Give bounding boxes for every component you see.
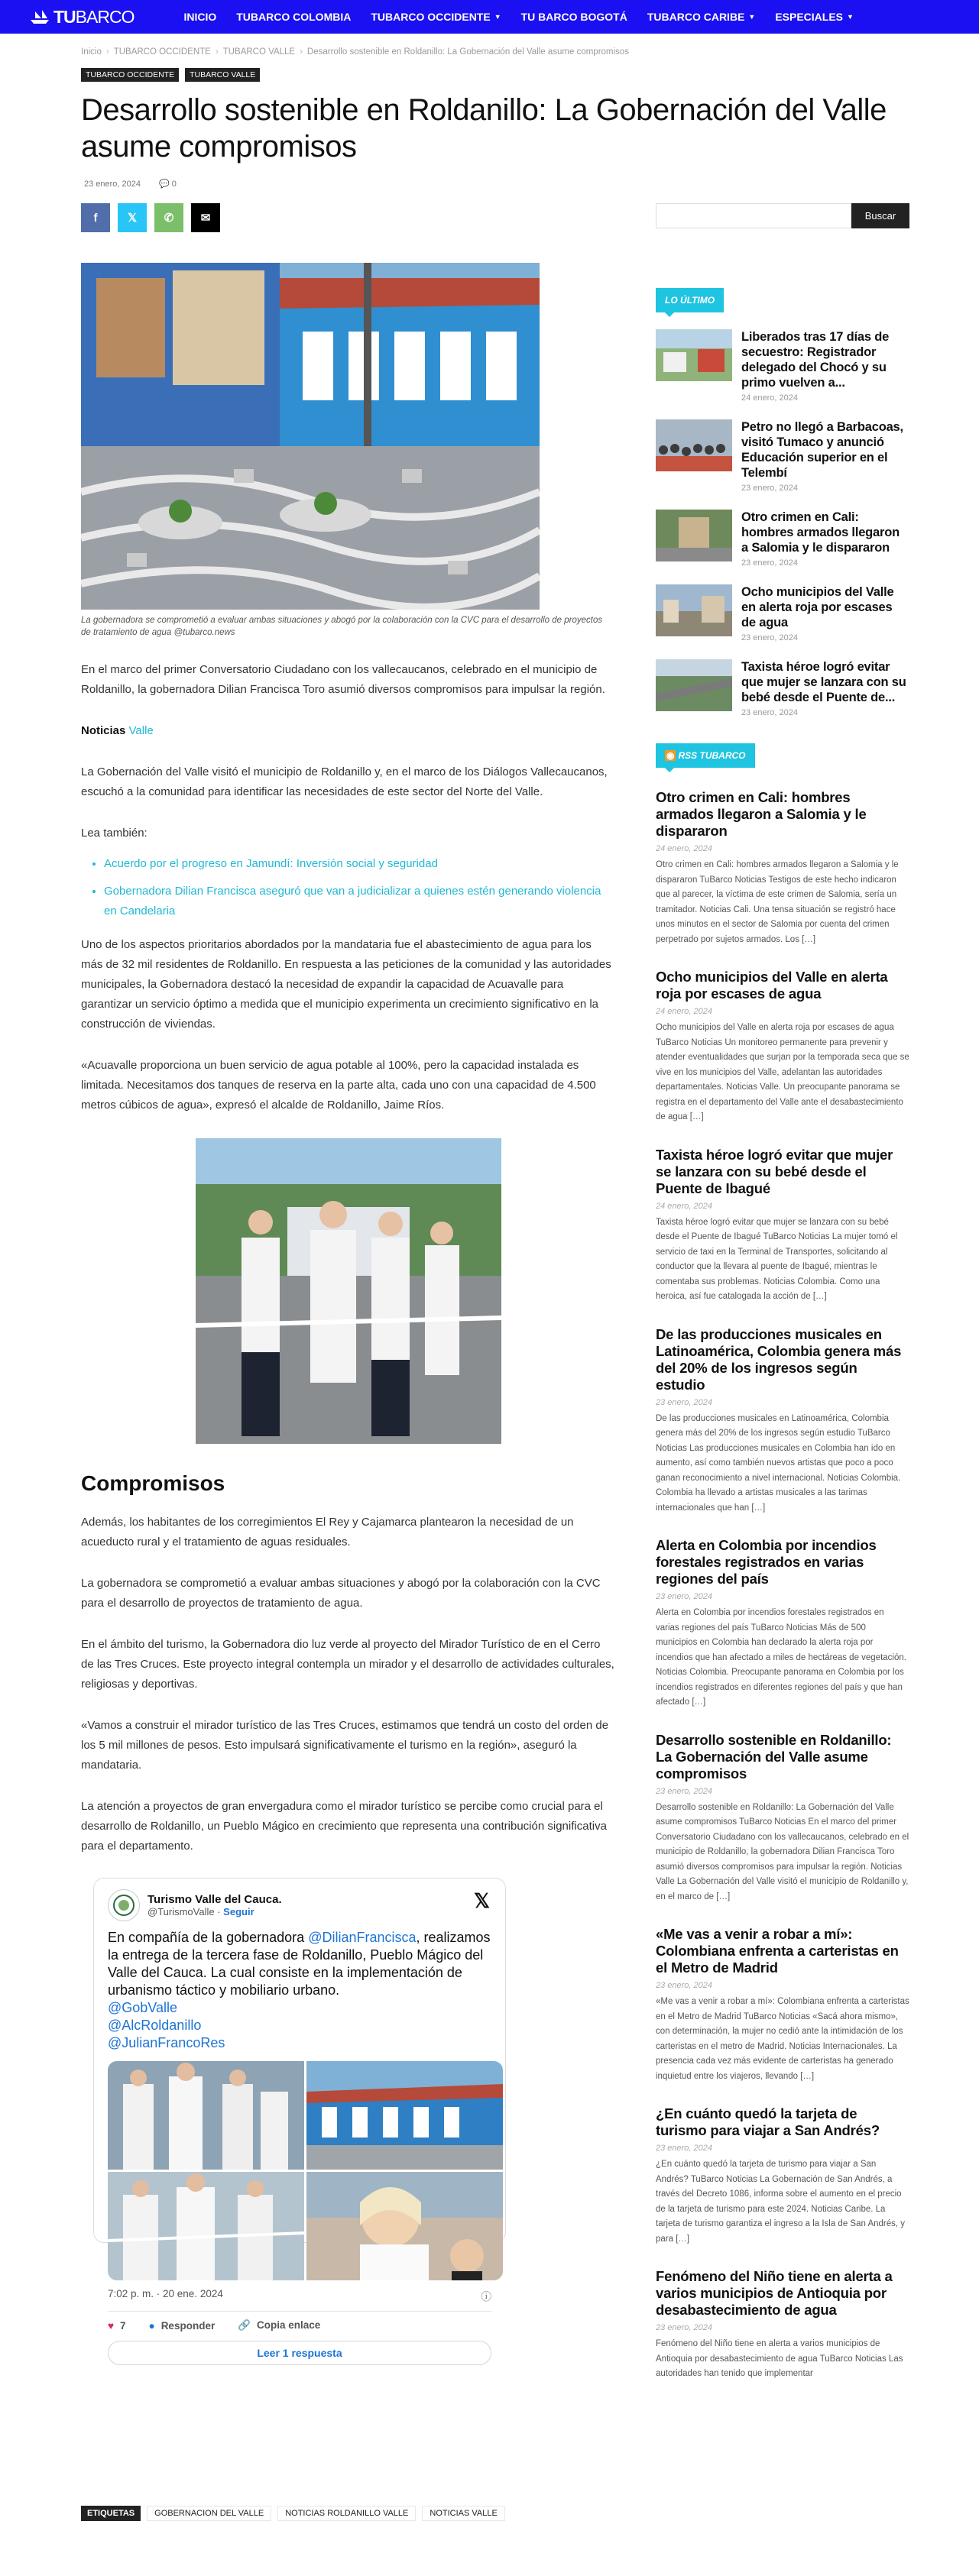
paragraph: En el marco del primer Conversatorio Ciudadano con los vallecaucanos, celebrado en el municipio de Roldanillo, la gobernadora Dilian Francisca Toro asumió diversos compromisos para impulsar la región.	[81, 663, 605, 696]
tag-link[interactable]: GOBERNACION DEL VALLE	[147, 2506, 271, 2521]
rss-list	[656, 789, 909, 2382]
mention-link[interactable]: @GobValle	[108, 2000, 177, 2015]
info-icon[interactable]: ⓘ	[481, 2291, 491, 2303]
menu-item-colombia[interactable]	[226, 0, 361, 34]
reply-label: Responder	[160, 2319, 216, 2332]
email-icon: ✉	[200, 212, 211, 225]
tweet-photo[interactable]	[108, 2061, 304, 2170]
tag-link[interactable]: NOTICIAS VALLE	[422, 2506, 504, 2521]
rss-item-date: 24 enero, 2024	[656, 1007, 713, 1016]
x-share-button[interactable]	[118, 203, 147, 232]
x-logo-icon[interactable]: 𝕏	[474, 1889, 490, 1912]
menu-item-caribe[interactable]	[637, 0, 765, 34]
breadcrumb-current: Desarrollo sostenible en Roldanillo: La Gobernación del Valle asume compromisos	[306, 47, 629, 57]
copy-link-label: Copia enlace	[257, 2319, 321, 2331]
logo-suffix: BARCO	[75, 6, 135, 27]
rss-item	[656, 1537, 909, 1710]
mention-link[interactable]: @DilianFrancisca	[308, 1930, 417, 1945]
menu-label: TU BARCO BOGOTÁ	[520, 11, 627, 23]
rss-item-date: 24 enero, 2024	[656, 1201, 713, 1211]
article-date: 23 enero, 2024	[84, 179, 141, 189]
list-item-date: 23 enero, 2024	[741, 558, 799, 568]
list-item-title[interactable]: Petro no llegó a Barbacoas, visitó Tumaco y anunció Educación superior en el Telembí	[741, 420, 903, 480]
list-item[interactable]	[656, 419, 909, 493]
thumbnail[interactable]	[656, 584, 732, 636]
lea-tambien-label: Lea también:	[81, 827, 147, 840]
search-form	[656, 203, 909, 228]
rss-item-date: 23 enero, 2024	[656, 1592, 713, 1601]
link-icon: 🔗	[238, 2319, 251, 2331]
paragraph: «Acuavalle proporciona un buen servicio de agua potable al 100%, pero la capacidad instalada es limitada. Necesitamos dos tanques de reserva en la parte alta, cada uno con una capacidad de 4.500 metros cúbicos de agua», expresó el alcalde de Roldanillo, Jaime Ríos.	[81, 1059, 596, 1112]
top-navbar	[0, 0, 979, 34]
read-replies-button[interactable]: Leer 1 respuesta	[108, 2341, 491, 2365]
thumbnail[interactable]	[656, 419, 732, 471]
menu-label: ESPECIALES	[775, 11, 844, 23]
rss-item-title[interactable]: Taxista héroe logró evitar que mujer se lanzara con su bebé desde el Puente de Ibagué	[656, 1146, 893, 1196]
like-count: 7	[120, 2319, 126, 2332]
rss-item-title[interactable]: Fenómeno del Niño tiene en alerta a varios municipios de Antioquia por desabastecimiento de agua	[656, 2268, 893, 2318]
noticias-label: Noticias	[81, 724, 126, 737]
copy-link-button[interactable]	[238, 2319, 320, 2332]
list-item-title[interactable]: Taxista héroe logró evitar que mujer se lanzara con su bebé desde el Puente de...	[741, 660, 906, 704]
list-item-date: 23 enero, 2024	[741, 484, 799, 493]
rss-item	[656, 1926, 909, 2084]
paragraph: La atención a proyectos de gran envergadura como el mirador turístico se percibe como crucial para el desarrollo de Roldanillo, un Pueblo Mágico en crecimiento que representa una contribución significativa para el departamento.	[81, 1800, 607, 1853]
rss-icon: ◉	[666, 750, 675, 761]
ribbon-cutting-image	[196, 1138, 501, 1444]
list-item[interactable]	[656, 584, 909, 642]
chevron-right-icon: ›	[300, 47, 303, 57]
comment-count: 0	[171, 180, 177, 189]
rss-item	[656, 2105, 909, 2247]
rss-item-date: 24 enero, 2024	[656, 844, 713, 853]
rss-item-body: «Me vas a venir a robar a mí»: Colombiana enfrenta a carteristas en el Metro de Madrid TuBarco Noticias «Sacá ahora mismo», con determinación, la mujer no cedió ante la intimidación de los carteristas en el metro de Madrid. Noticias Internacionales. La presencia cada vez más evidente de carteristas ha generado inquietud entre los viajeros, llevando […]	[656, 1997, 909, 2081]
facebook-icon: f	[93, 211, 98, 225]
facebook-share-button[interactable]	[81, 203, 110, 232]
related-links	[104, 854, 616, 921]
rss-item-body: Otro crimen en Cali: hombres armados llegaron a Salomia y le dispararon TuBarco Noticias Testigos de este hecho indicaron que al parecer, la víctima de este crimen de Salomia, sería un tramitador. Noticias Cali. Una tensa situación se registró hace unos minutos en el sector de Salomia por cuenta del crimen perpetrado por sujetos armados. Los […]	[656, 860, 899, 944]
rss-item-date: 23 enero, 2024	[656, 2323, 713, 2332]
category-badges	[81, 68, 260, 82]
embedded-tweet[interactable]: Turismo Valle del Cauca. @TurismoValle · Seguir 𝕏 En compañía de la gobernadora @DilianFrancisca, realizamos la entrega de la tercera fase de Roldanillo, Pueblo Mágico del Valle del Cauca. La cual consiste en la implementación de urbanismo táctico y mobiliario urbano. @GobValle @AlcRoldanillo @JulianFrancoRes 7:02 p. m. · 20 ene. 2024 ⓘ ♥ 7 ● Responder 🔗 Copia enlace Leer 1 respuesta	[93, 1878, 506, 2243]
rss-item	[656, 1732, 909, 1905]
article-meta	[84, 179, 177, 189]
rss-item	[656, 969, 909, 1125]
chevron-right-icon: ›	[215, 47, 219, 57]
list-item-title[interactable]: Ocho municipios del Valle en alerta roja por escases de agua	[741, 585, 894, 629]
whatsapp-icon: ✆	[164, 212, 174, 225]
list-item[interactable]	[656, 510, 909, 568]
rss-header-label: RSS TUBARCO	[678, 750, 746, 761]
tweet-timestamp[interactable]: 7:02 p. m. · 20 ene. 2024	[108, 2288, 223, 2299]
mention-link[interactable]: @AlcRoldanillo	[108, 2018, 202, 2033]
breadcrumb-valle[interactable]: TUBARCO VALLE	[222, 47, 296, 57]
rss-item-date: 23 enero, 2024	[656, 1397, 713, 1407]
rss-item-title[interactable]: De las producciones musicales en Latinoamérica, Colombia genera más del 20% de los ingresos según estudio	[656, 1325, 902, 1393]
rss-item-body: De las producciones musicales en Latinoamérica, Colombia genera más del 20% de los ingresos según estudio TuBarco Noticias Las producciones musicales en Colombia han ido en aumento, así como también nuevos artistas que poco a poco ganan reconocimiento a nivel internacional. Noticias Colombia. Colombia ha llevado a artistas musicales a las tarimas internacionales que han […]	[656, 1413, 901, 1513]
image-caption: La gobernadora se comprometió a evaluar ambas situaciones y abogó por la colaboración con la CVC para el desarrollo de proyectos de tratamiento de agua @tubarco.news	[81, 616, 603, 637]
mention-link[interactable]: @JulianFrancoRes	[108, 2035, 225, 2050]
rss-item-title[interactable]: «Me vas a venir a robar a mí»: Colombiana enfrenta a carteristas en el Metro de Madrid	[656, 1926, 899, 1976]
category-badge-valle[interactable]: TUBARCO VALLE	[185, 68, 260, 82]
list-item-title[interactable]: Otro crimen en Cali: hombres armados llegaron a Salomia y le dispararon	[741, 510, 900, 555]
menu-label: INICIO	[183, 11, 217, 23]
comment-icon: 💬	[159, 180, 170, 189]
rss-item-title[interactable]: Alerta en Colombia por incendios forestales registrados en varias regiones del país	[656, 1537, 877, 1587]
rss-item-title[interactable]: ¿En cuánto quedó la tarjeta de turismo para viajar a San Andrés?	[656, 2105, 880, 2138]
lo-ultimo-header: LO ÚLTIMO	[656, 288, 724, 312]
rss-item-body: Fenómeno del Niño tiene en alerta a varios municipios de Antioquia por desabastecimiento de agua TuBarco Noticias Las autoridades han tenido que implementar	[656, 2339, 903, 2378]
thumbnail[interactable]	[656, 510, 732, 561]
heart-icon: ♥	[108, 2319, 115, 2332]
x-icon: 𝕏	[127, 212, 138, 225]
menu-item-bogota[interactable]	[511, 0, 637, 34]
section-heading: Compromisos	[81, 1471, 225, 1495]
chevron-down-icon: ▼	[847, 13, 854, 21]
category-badge-occidente[interactable]: TUBARCO OCCIDENTE	[81, 68, 179, 82]
tweet-handle[interactable]: @TurismoValle	[147, 1906, 215, 1917]
tweet-actions	[108, 2319, 491, 2332]
thumbnail[interactable]	[656, 659, 732, 711]
rss-item-body: ¿En cuánto quedó la tarjeta de turismo para viajar a San Andrés? TuBarco Noticias La Gobernación de San Andrés, a través del Decreto 1086, informa sobre el aumento en el precio de la tarjeta de turismo para este 2024. Noticias Caribe. La tarjeta de turismo garantiza el ingreso a la Isla de San Andrés, y para […]	[656, 2160, 906, 2244]
noticias-valle-link[interactable]: Valle	[128, 724, 154, 737]
rss-item-title[interactable]: Desarrollo sostenible en Roldanillo: La Gobernación del Valle asume compromisos	[656, 1731, 892, 1782]
seal-icon	[112, 1894, 135, 1917]
list-item[interactable]	[656, 659, 909, 717]
rss-item-date: 23 enero, 2024	[656, 1786, 713, 1796]
avatar[interactable]	[108, 1889, 140, 1921]
tag-link[interactable]: NOTICIAS ROLDANILLO VALLE	[277, 2506, 416, 2521]
rss-item	[656, 2268, 909, 2382]
chevron-down-icon: ▼	[748, 13, 756, 21]
rss-item-date: 23 enero, 2024	[656, 2144, 713, 2153]
breadcrumb	[81, 47, 629, 57]
tweet-text	[108, 1929, 491, 2052]
tweet-media-grid[interactable]	[108, 2061, 503, 2280]
thumbnail[interactable]	[656, 329, 732, 381]
list-item[interactable]	[656, 329, 909, 403]
menu-label: TUBARCO CARIBE	[647, 11, 745, 23]
like-button[interactable]	[108, 2320, 126, 2332]
article-body	[81, 263, 616, 2359]
menu-label: TUBARCO COLOMBIA	[236, 11, 352, 23]
tags-label: ETIQUETAS	[81, 2506, 141, 2521]
comments-link[interactable]	[159, 179, 177, 189]
rss-item	[656, 789, 909, 947]
rss-item	[656, 1326, 909, 1516]
share-buttons	[81, 203, 220, 232]
rss-item-body: Alerta en Colombia por incendios forestales registrados en varias regiones del país TuBarco Noticias Más de 500 municipios en Colombia han declarado la alerta roja por incendios que han afectado a miles de hectáreas de vegetación. Noticias Colombia. Preocupante panorama en Colombia por los incendios registrados en diferentes regiones del país y que han afectado […]	[656, 1608, 906, 1707]
breadcrumb-occidente[interactable]: TUBARCO OCCIDENTE	[113, 47, 211, 57]
list-item-date: 24 enero, 2024	[741, 393, 799, 403]
list-item-date: 23 enero, 2024	[741, 708, 799, 717]
list-item-title[interactable]: Liberados tras 17 días de secuestro: Registrador delegado del Chocó y su primo vuelven a...	[741, 330, 890, 390]
main-menu	[173, 0, 863, 34]
paragraph: «Vamos a construir el mirador turístico de las Tres Cruces, estimamos que tendrá un costo del orden de los 5 mil millones de pesos. Esto impulsará significativamente el turismo en la región», aseguró la mandataria.	[81, 1719, 609, 1772]
logo-prefix: TU	[53, 6, 76, 27]
plaza-photo	[81, 263, 540, 610]
rss-header	[656, 743, 755, 768]
tweet-author-name[interactable]: Turismo Valle del Cauca.	[147, 1893, 282, 1906]
page-title: Desarrollo sostenible en Roldanillo: La Gobernación del Valle asume compromisos	[81, 93, 887, 163]
site-logo[interactable]	[29, 7, 134, 28]
rss-item-body: Ocho municipios del Valle en alerta roja por escases de agua TuBarco Noticias Un monitoreo permanente para prevenir y atender eventualidades que surjan por la temporada seca que se vive en los municipios del Valle, adelantan las autoridades departamentales. Noticias Valle. Un preocupante panorama se registra en el departamento del Valle ante el desabastecimiento de agua […]	[656, 1023, 909, 1121]
menu-item-occidente[interactable]	[361, 0, 511, 34]
paragraph: En el ámbito del turismo, la Gobernadora dio luz verde al proyecto del Mirador Turístico de en el Cerro de las Tres Cruces. Este proyecto integral contempla un mirador y el desarrollo de actividades culturales, religiosas y deportivas.	[81, 1638, 614, 1691]
lead-image	[81, 263, 540, 610]
search-input[interactable]	[656, 203, 851, 228]
tweet-text-part: , realizamos la entrega de la tercera fase de Roldanillo, Pueblo Mágico del Valle del Cauca. La cual consiste en la implementación de urbanismo táctico y mobiliario urbano.	[108, 1930, 491, 1998]
divider	[108, 2311, 491, 2312]
tweet-photo[interactable]	[306, 2061, 503, 2170]
logo-ship-icon	[29, 9, 50, 24]
rss-item-date: 23 enero, 2024	[656, 1981, 713, 1990]
rss-item	[656, 1147, 909, 1305]
paragraph: Además, los habitantes de los corregimientos El Rey y Cajamarca plantearon la necesidad de un acueducto rural y el tratamiento de aguas residuales.	[81, 1516, 574, 1549]
tags-bar	[81, 2506, 505, 2521]
menu-item-inicio[interactable]	[173, 0, 226, 34]
menu-item-especiales[interactable]	[765, 0, 864, 34]
rss-item-body: Desarrollo sostenible en Roldanillo: La Gobernación del Valle asume compromisos TuBarco Noticias En el marco del primer Conversatorio Ciudadano con los vallecaucanos, celebrado en el municipio de Roldanillo, la gobernadora Dilian Francisca Toro asumió diversos compromisos para impulsar la región. Noticias Valle La Gobernación del Valle visitó el municipio de Roldanillo y, en el marco de […]	[656, 1802, 909, 1901]
reply-button[interactable]	[149, 2320, 216, 2332]
tweet-text-part: En compañía de la gobernadora	[108, 1930, 309, 1945]
menu-label: TUBARCO OCCIDENTE	[371, 11, 491, 23]
chevron-right-icon: ›	[105, 47, 109, 57]
breadcrumb-home[interactable]: Inicio	[81, 47, 102, 57]
noticias-line	[81, 721, 616, 741]
follow-button[interactable]: Seguir	[223, 1906, 254, 1917]
latest-list	[656, 329, 909, 717]
chevron-down-icon: ▼	[494, 13, 501, 21]
paragraph: La gobernadora se comprometió a evaluar ambas situaciones y abogó por la colaboración con la CVC para el desarrollo de proyectos de tratamiento de agua.	[81, 1577, 601, 1610]
rss-item-title[interactable]: Ocho municipios del Valle en alerta roja por escases de agua	[656, 969, 888, 1002]
related-link[interactable]: • Gobernadora Dilian Francisca aseguró que van a judicializar a quienes estén generando violencia en Candelaria	[104, 882, 616, 921]
tweet-photo[interactable]	[306, 2172, 503, 2280]
search-button[interactable]: Buscar	[851, 203, 909, 228]
related-link[interactable]: • Acuerdo por el progreso en Jamundí: Inversión social y seguridad	[104, 854, 616, 874]
whatsapp-share-button[interactable]	[154, 203, 183, 232]
email-share-button[interactable]	[191, 203, 220, 232]
paragraph: Uno de los aspectos prioritarios abordados por la mandataria fue el abastecimiento de agua para los más de 32 mil residentes de Roldanillo. En respuesta a las peticiones de la comunidad y las autoridades municipales, la Gobernadora destacó la necesidad de expandir la capacidad de Acuavalle para garantizar un servicio óptimo a medida que el municipio experimenta un crecimiento significativo en la construcción de viviendas.	[81, 938, 611, 1031]
rss-item-body: Taxista héroe logró evitar que mujer se lanzara con su bebé desde el Puente de Ibagué TuBarco Noticias La mujer tomó el servicio de taxi en la Terminal de Transportes, solicitando al conductor que la llevara al puente de Ibagué, mientras le comentaba sus problemas. Noticias Colombia. Como una heroica, así fue catalogada la acción de […]	[656, 1217, 898, 1301]
list-item-date: 23 enero, 2024	[741, 633, 799, 642]
tweet-photo[interactable]	[108, 2172, 304, 2280]
rss-item-title[interactable]: Otro crimen en Cali: hombres armados llegaron a Salomia y le dispararon	[656, 789, 867, 839]
ribbon-photo	[196, 1138, 501, 1444]
sidebar	[656, 203, 909, 2382]
reply-bubble-icon: ●	[148, 2319, 155, 2332]
paragraph: La Gobernación del Valle visitó el municipio de Roldanillo y, en el marco de los Diálogos Vallecaucanos, escuchó a la comunidad para identificar las necesidades de este sector del Norte del Valle.	[81, 765, 608, 798]
